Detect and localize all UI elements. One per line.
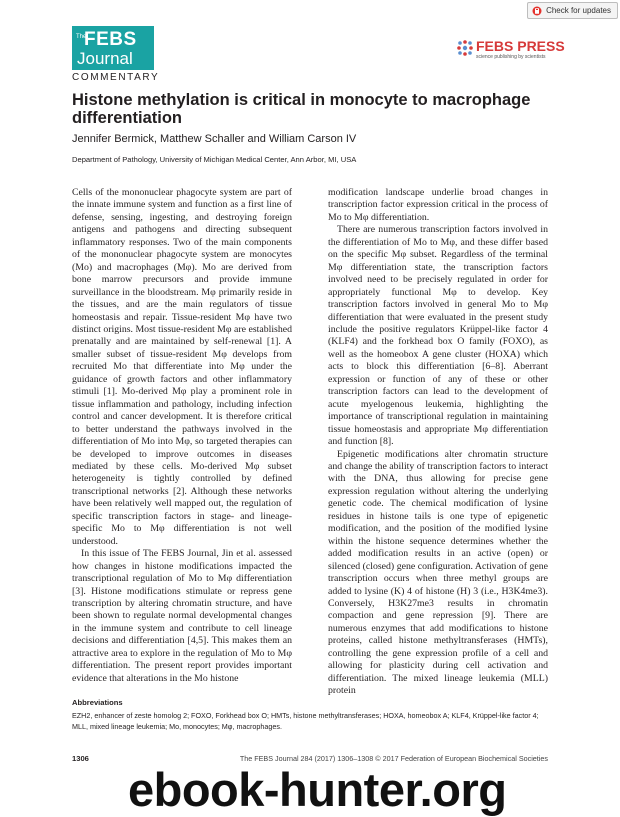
logo-journal-text: Journal	[77, 49, 133, 68]
febs-press-dots-icon	[456, 39, 474, 57]
author-affiliation: Department of Pathology, University of Michigan Medical Center, Ann Arbor, MI, USA	[72, 155, 357, 164]
body-column-right	[328, 187, 548, 698]
abbreviations-text: EZH2, enhancer of zeste homolog 2; FOXO, Forkhead box O; HMTs, histone methyltransferases; HOXA, homeobox A; KLF4, Krüppel-like factor 4; MLL, mixed lineage leukemia; Mo, monocytes; Mφ, macrophages.	[72, 711, 539, 731]
author-list: Jennifer Bermick, Matthew Schaller and William Carson IV	[72, 133, 357, 145]
watermark-text: ebook-hunter.org	[128, 763, 507, 816]
publisher-logo	[456, 38, 568, 66]
body-paragraph: There are numerous transcription factors involved in the differentiation of Mo to Mφ, and these differ based on the specific Mφ subset. Regardless of the terminal Mφ differentiation state, the transcription factors involved need to be precisely regulated in order for appropriately functional Mφ to develop. Key transcription factors involved in general Mo to Mφ differentiation that were evaluated in the present study include the positive regulators Krüppel-like factor 4 (KLF4) and the forkhead box O family (FOXO), as well as the homeobox A gene cluster (HOXA) which acts to block this differentiation [6–8]. Aberrant expression or function of any of these or other transcription factors can lead to the development of acute myelogenous leukemia, highlighting the importance of transcriptional regulation in maintaining tissue homeostasis and appropriate Mφ differentiation and function [8].	[328, 224, 548, 448]
body-paragraph: In this issue of The FEBS Journal, Jin et al. assessed how changes in histone modifications impacted the transcriptional regulation of Mo to Mφ differentiation [3]. Histone modifications stimulate or repress gene transcription by altering chromatin structure, and have been shown to regulate normal developmental changes in the immune system and contribute to cell lineage decisions and differentiation [4,5]. This makes them an attractive area to explore in the regulation of Mo to Mφ differentiation. The present report provides important evidence that alterations in the Mo histone	[72, 548, 292, 684]
logo-the-text: The	[76, 34, 87, 40]
body-paragraph: Cells of the mononuclear phagocyte system are part of the innate immune system and function as a first line of defense, sensing, ingesting, and destroying foreign antigens and pathogens and directing subsequent inflammatory responses. Two of the main components of the mononuclear phagocyte system are monocytes (Mo) and macrophages (Mφ). Mo are derived from bone marrow precursors and provide immune surveillance in the bloodstream. Mφ primarily reside in the tissues, and are the main regulators of tissue homeostasis and repair. Tissue-resident Mφ have two distinct origins. Most tissue-resident Mφ are established prenatally and are maintained by self-renewal [1]. A smaller subset of tissue-resident Mφ develops from recruited Mo that differentiate into Mφ under the guidance of growth factors and other inflammatory stimuli [1]. Mo-derived Mφ play a prominent role in tissue inflammation and pathology, including infection control and cancer development. It is therefore critical to better understand the pathways involved in the differentiation of Mo into Mφ, so targeted therapies can be developed to improve outcomes in diseases mediated by these cells. Mo-derived Mφ subset heterogeneity is tightly controlled by defined transcriptional networks [2]. Although these networks have been relatively well mapped out, the regulation of specific transcription factors in stage- and lineage-specific Mo to Mφ differentiation is not well understood.	[72, 187, 292, 547]
page-number: 1306	[72, 754, 89, 763]
article-title: Histone methylation is critical in monocyte to macrophage differentiation	[72, 91, 531, 127]
check-for-updates-button[interactable]	[527, 2, 618, 19]
crossmark-icon	[532, 6, 542, 16]
footer-citation: The FEBS Journal 284 (2017) 1306–1308 © 2017 Federation of European Biochemical Societies	[239, 754, 548, 763]
publisher-tagline: science publishing by scientists	[476, 54, 546, 60]
section-label: COMMENTARY	[72, 72, 160, 83]
logo-febs-text: FEBS	[84, 29, 137, 50]
body-paragraph: modification landscape underlie broad changes in transcription factor expression critical in the process of Mo to Mφ differentiation.	[328, 187, 548, 223]
check-updates-label: Check for updates	[546, 6, 611, 15]
body-paragraph: Epigenetic modifications alter chromatin structure and change the ability of transcription factors to interact with the DNA, thus allowing for precise gene expression regulation without altering the underlying genetic code. The chemical modification of lysine residues in histone tails is one type of epigenetic modification, and the position of the modified lysine within the histone sequence determines whether the added modification results in an active (open) or silenced (closed) gene configuration. Activation of gene transcription occurs when three methyl groups are added to lysine (K) 4 of histone (H) 3 (i.e., H3K4me3). Conversely, H3K27me3 results in chromatin compaction and gene repression [9]. There are numerous enzymes that add modifications to histone proteins, called histone methyltransferases (HMTs), controlling the gene expression profile of a cell and allowing for plasticity during cell activation and differentiation. The mixed lineage leukemia (MLL) protein	[328, 448, 548, 697]
abbreviations-heading: Abbreviations	[72, 698, 123, 707]
publisher-name: FEBS PRESS	[476, 38, 565, 54]
body-column-left	[72, 187, 292, 685]
journal-logo	[72, 26, 154, 70]
